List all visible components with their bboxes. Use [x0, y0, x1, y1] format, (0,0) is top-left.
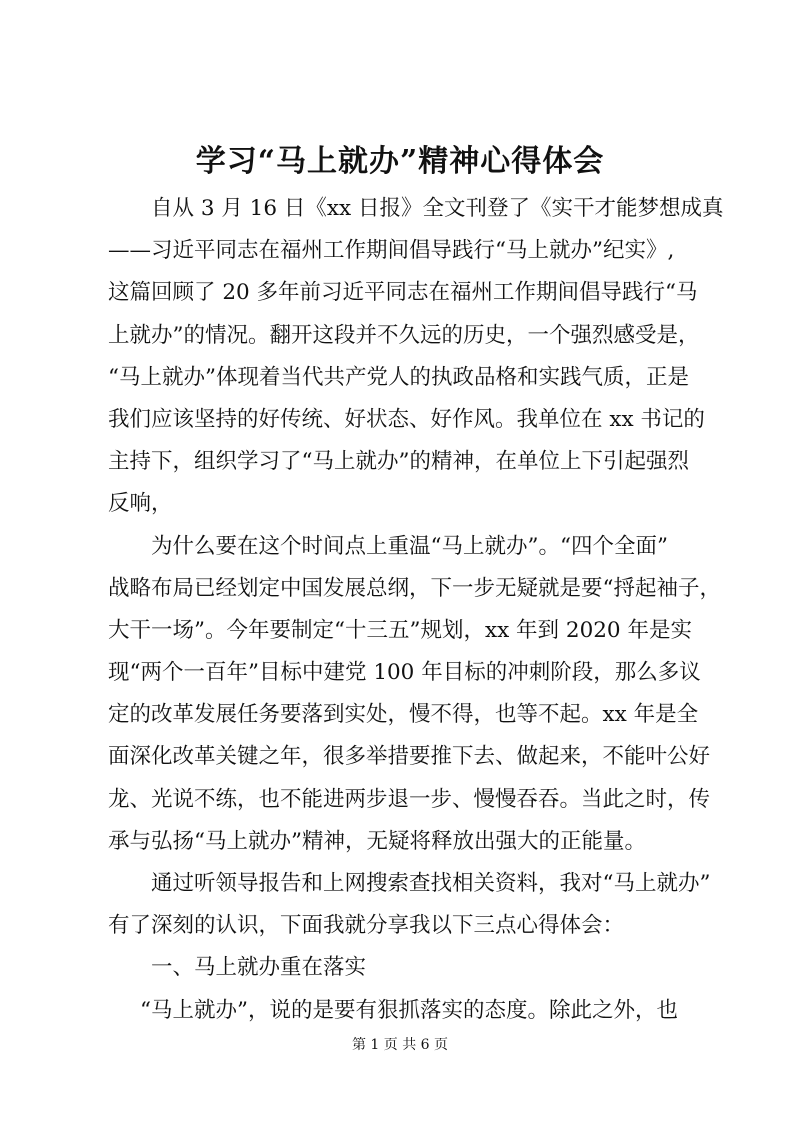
- paragraph-line: 这篇回顾了 20 多年前习近平同志在福州工作期间倡导践行“马: [108, 280, 698, 306]
- paragraph-line: 定的改革发展任务要落到实处，慢不得，也等不起。xx 年是全: [108, 702, 699, 728]
- paragraph-line: 面深化改革关键之年，很多举措要推下去、做起来，不能叶公好: [108, 744, 711, 770]
- document-body: [108, 188, 724, 1032]
- paragraph-line: 承与弘扬“马上就办”精神，无疑将释放出强大的正能量。: [108, 828, 646, 854]
- paragraph-line: 通过听领导报告和上网搜索查找相关资料，我对“马上就办”: [151, 871, 711, 896]
- document-title: 学习“马上就办”精神心得体会: [195, 144, 605, 179]
- paragraph-line: 上就办”的情况。翻开这段并不久远的历史，一个强烈感受是，: [108, 322, 700, 348]
- paragraph-line: “马上就办”，说的是要有狠抓落实的态度。除此之外，也: [140, 997, 678, 1023]
- paragraph-line: 我们应该坚持的好传统、好状态、好作风。我单位在 xx 书记的: [108, 406, 705, 432]
- paragraph-line: ——习近平同志在福州工作期间倡导践行“马上就办”纪实》,: [108, 238, 675, 264]
- paragraph-line: 自从 3 月 16 日《xx 日报》全文刊登了《实干才能梦想成真: [151, 196, 724, 221]
- paragraph-line: 反响，: [108, 491, 173, 517]
- paragraph-line: 有了深刻的认识，下面我就分享我以下三点心得体会：: [108, 913, 625, 939]
- paragraph-line: 现“两个一百年”目标中建党 100 年目标的冲刺阶段，那么多议: [108, 660, 701, 686]
- paragraph-line: 龙、光说不练，也不能进两步退一步、慢慢吞吞。当此之时，传: [108, 786, 711, 812]
- paragraph-line: 主持下，组织学习了“马上就办”的精神，在单位上下引起强烈: [108, 449, 689, 475]
- paragraph-line: 大干一场”。今年要制定“十三五”规划，xx 年到 2020 年是实: [108, 617, 692, 643]
- paragraph-line: “马上就办”体现着当代共产党人的执政品格和实践气质，正是: [108, 364, 689, 390]
- page-number-footer: 第 1 页 共 6 页: [351, 1037, 449, 1053]
- section-heading: 一、马上就办重在落实: [151, 955, 367, 981]
- paragraph-line: 为什么要在这个时间点上重温“马上就办”。“四个全面”: [151, 533, 668, 559]
- paragraph-line: 战略布局已经划定中国发展总纲，下一步无疑就是要“捋起袖子，: [108, 575, 721, 601]
